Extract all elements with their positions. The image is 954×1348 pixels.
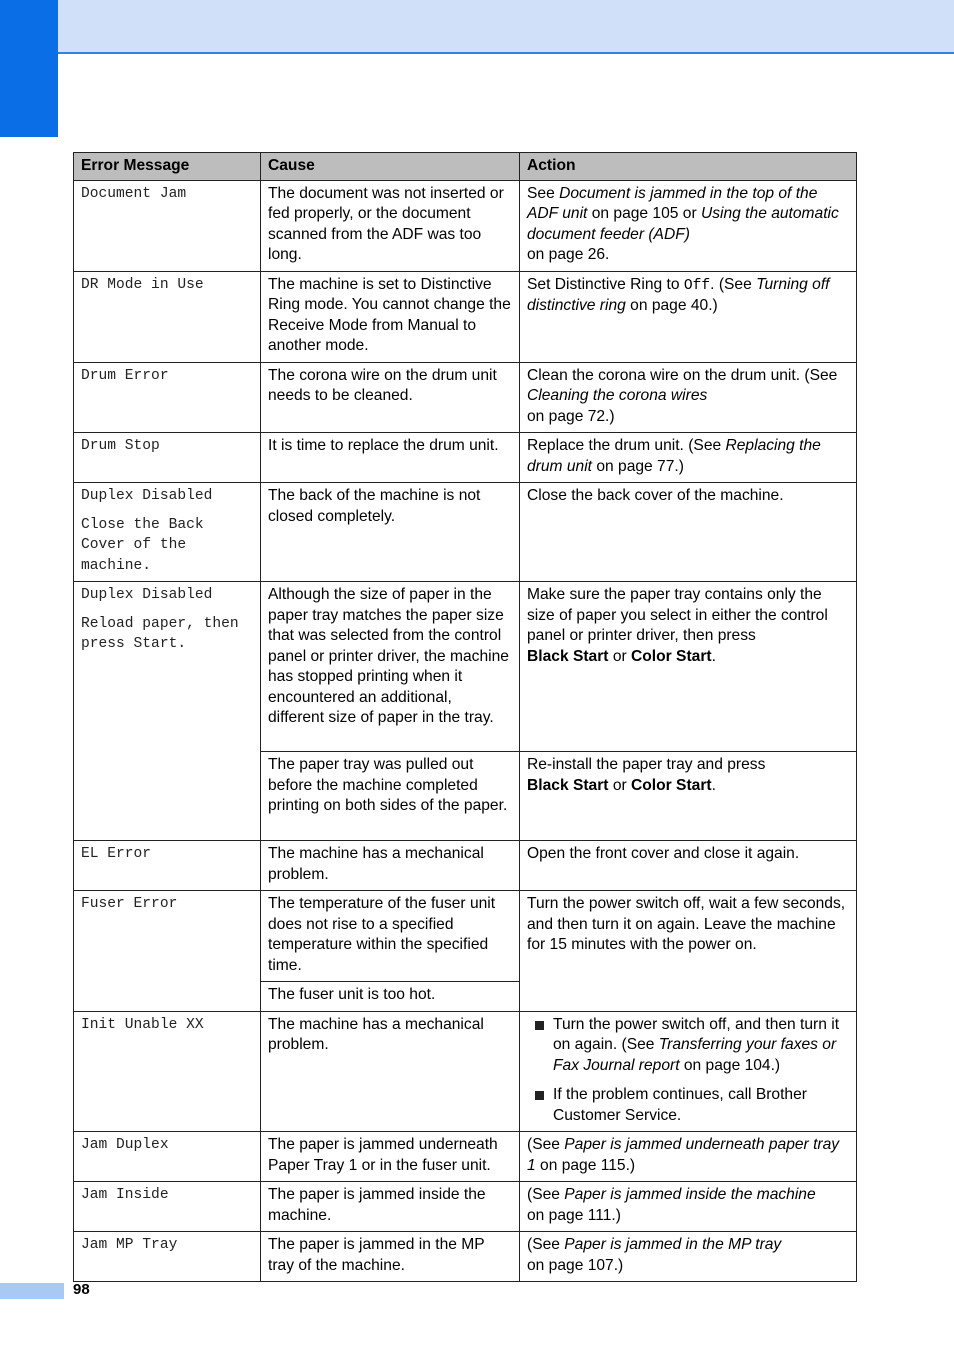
action-cell: Replace the drum unit. (See Replacing the drum unit on page 77.) (520, 433, 857, 483)
error-message-cell: Jam Inside (74, 1182, 261, 1232)
error-message-cell: Fuser Error (74, 891, 261, 1012)
header-error-message: Error Message (74, 153, 261, 181)
error-message-cell: EL Error (74, 841, 261, 891)
cause-cell: The paper is jammed underneath Paper Tray 1 or in the fuser unit. (261, 1132, 520, 1182)
cause-cell: Although the size of paper in the paper tray matches the paper size that was selected from the control panel or printer driver, the machine has stopped printing when it encountered an additional, different size of paper in the tray. (261, 582, 520, 752)
cross-reference: Turning off distinctive ring (527, 275, 830, 314)
error-message-cell: Duplex Disabled Close the Back Cover of the machine. (74, 483, 261, 582)
action-cell: (See Paper is jammed underneath paper tray 1 on page 115.) (520, 1132, 857, 1182)
cause-cell: The paper is jammed in the MP tray of the machine. (261, 1232, 520, 1282)
cross-reference: Paper is jammed inside the machine (564, 1186, 816, 1203)
list-item: Turn the power switch off, and then turn it on again. (See Transferring your faxes or Fax Journal report on page 104.) (553, 1015, 849, 1077)
cross-reference: Paper is jammed in the MP tray (564, 1236, 782, 1253)
table-row (74, 1232, 857, 1282)
chapter-tab-block (0, 0, 58, 137)
action-cell: Make sure the paper tray contains only the size of paper you select in either the control panel or printer driver, then press Black Start or Color Start. (520, 582, 857, 752)
cause-cell: The corona wire on the drum unit needs to be cleaned. (261, 362, 520, 433)
key-label: Black Start (527, 776, 609, 794)
setting-value: Off (683, 277, 711, 294)
action-cell: (See Paper is jammed in the MP tray on page 107.) (520, 1232, 857, 1282)
action-cell: Open the front cover and close it again. (520, 841, 857, 891)
error-message-cell: Document Jam (74, 180, 261, 271)
cause-cell: It is time to replace the drum unit. (261, 433, 520, 483)
action-cell: Turn the power switch off, wait a few seconds, and then turn it on again. Leave the machine for 15 minutes with the power on. (520, 891, 857, 1012)
table-row (74, 271, 857, 362)
action-cell: Set Distinctive Ring to Off. (See Turning off distinctive ring on page 40.) (520, 271, 857, 362)
page-number: 98 (73, 1281, 90, 1298)
action-cell (520, 1011, 857, 1132)
table-row (74, 1011, 857, 1132)
cross-reference: Document is jammed in the top of the ADF unit (527, 184, 818, 222)
cause-cell: The machine is set to Distinctive Ring mode. You cannot change the Receive Mode from Manual to another mode. (261, 271, 520, 362)
error-message-cell: Jam Duplex (74, 1132, 261, 1182)
error-message-cell: Drum Error (74, 362, 261, 433)
square-bullet-icon (535, 1021, 544, 1030)
action-cell: Re-install the paper tray and press Black Start or Color Start. (520, 752, 857, 841)
action-cell: Clean the corona wire on the drum unit. (See Cleaning the corona wires on page 72.) (520, 362, 857, 433)
cross-reference: Paper is jammed underneath paper tray 1 (527, 1136, 840, 1174)
action-cell: (See Paper is jammed inside the machine on page 111.) (520, 1182, 857, 1232)
header-band (58, 0, 954, 54)
table-row (74, 362, 857, 433)
cause-cell: The machine has a mechanical problem. (261, 841, 520, 891)
action-bullet-list (527, 1015, 849, 1127)
error-message-cell: DR Mode in Use (74, 271, 261, 362)
error-message-cell: Drum Stop (74, 433, 261, 483)
table-row (74, 433, 857, 483)
cause-cell: The fuser unit is too hot. (261, 982, 520, 1012)
error-message-cell: Init Unable XX (74, 1011, 261, 1132)
page-number-bar (0, 1283, 64, 1299)
header-cause: Cause (261, 153, 520, 181)
key-label: Color Start (631, 647, 712, 665)
error-message-cell: Jam MP Tray (74, 1232, 261, 1282)
action-cell: Close the back cover of the machine. (520, 483, 857, 582)
cause-cell: The back of the machine is not closed completely. (261, 483, 520, 582)
cause-cell: The paper tray was pulled out before the machine completed printing on both sides of the paper. (261, 752, 520, 841)
cross-reference: Transferring your faxes or Fax Journal report (553, 1036, 837, 1074)
table-row (74, 891, 857, 982)
square-bullet-icon (535, 1091, 544, 1100)
cross-reference: Cleaning the corona wires (527, 387, 708, 404)
list-item: If the problem continues, call Brother Customer Service. (553, 1085, 849, 1126)
cross-reference: Replacing the drum unit (527, 437, 821, 475)
key-label: Color Start (631, 776, 712, 794)
table-row (74, 1132, 857, 1182)
action-cell: See Document is jammed in the top of the ADF unit on page 105 or Using the automatic document feeder (ADF) on page 26. (520, 180, 857, 271)
cause-cell: The temperature of the fuser unit does not rise to a specified temperature within the specified time. (261, 891, 520, 982)
table-row (74, 483, 857, 582)
header-action: Action (520, 153, 857, 181)
cause-cell: The machine has a mechanical problem. (261, 1011, 520, 1132)
table-row (74, 841, 857, 891)
key-label: Black Start (527, 647, 609, 665)
table-header-row (74, 153, 857, 181)
table-row (74, 180, 857, 271)
table-row (74, 582, 857, 752)
cause-cell: The document was not inserted or fed properly, or the document scanned from the ADF was too long. (261, 180, 520, 271)
error-message-cell: Duplex Disabled Reload paper, then press Start. (74, 582, 261, 841)
cross-reference: Using the automatic document feeder (ADF) (527, 205, 839, 243)
cause-cell: The paper is jammed inside the machine. (261, 1182, 520, 1232)
table-row (74, 1182, 857, 1232)
error-message-table (73, 152, 857, 1282)
